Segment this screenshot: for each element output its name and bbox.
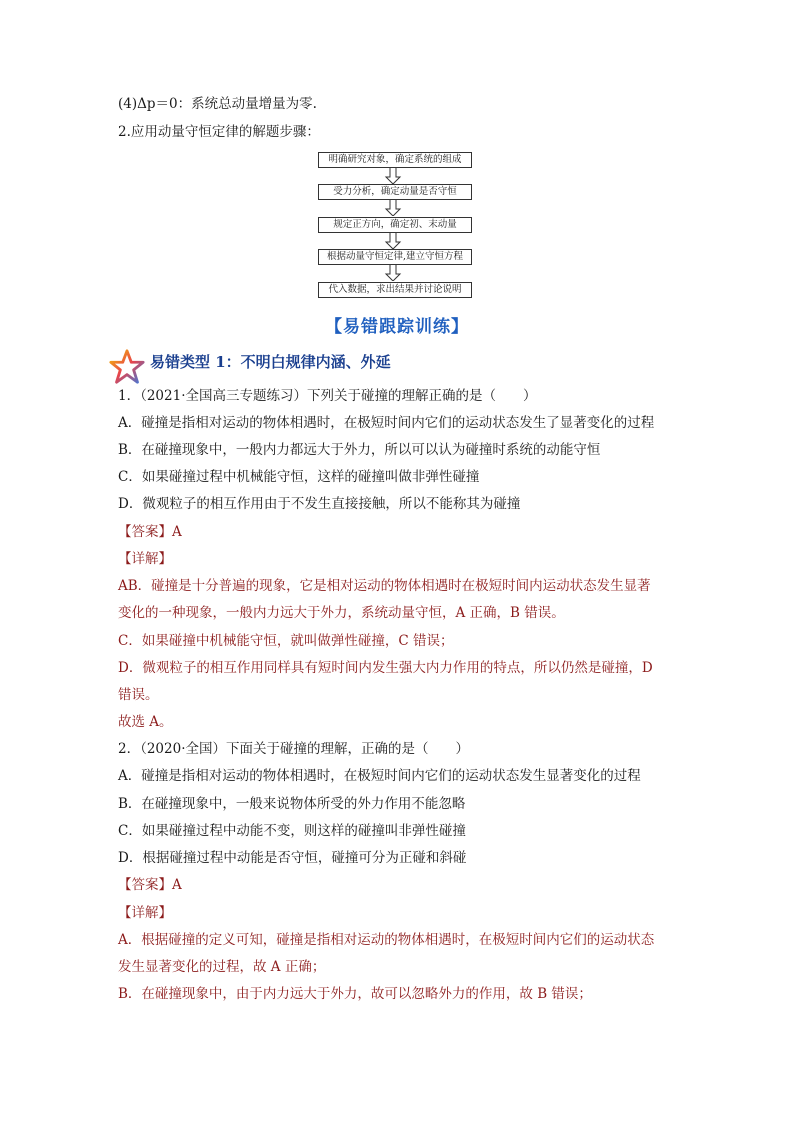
down-arrow-icon bbox=[383, 168, 403, 184]
intro-line-1: (4)Δp＝0：系统总动量增量为零. bbox=[118, 96, 317, 112]
q1-explanation-1: AB．碰撞是十分普遍的现象，它是相对运动的物体相遇时在极短时间内运动状态发生显著 bbox=[118, 578, 651, 594]
q2-explanation-3: B．在碰撞现象中，由于内力远大于外力，故可以忽略外力的作用，故 B 错误； bbox=[118, 986, 592, 1002]
q1-stem: 1．（2021·全国高三专题练习）下列关于碰撞的理解正确的是（ ） bbox=[118, 388, 537, 404]
q2-explanation-1: A．根据碰撞的定义可知，碰撞是指相对运动的物体相遇时，在极短时间内它们的运动状态 bbox=[118, 932, 655, 948]
q2-option-c: C．如果碰撞过程中动能不变，则这样的碰撞叫非弹性碰撞 bbox=[118, 823, 466, 839]
q1-explanation-4: D．微观粒子的相互作用同样具有短时间内发生强大内力作用的特点，所以仍然是碰撞，D bbox=[118, 660, 653, 676]
flow-step-4: 根据动量守恒定律,建立守恒方程 bbox=[318, 249, 472, 265]
down-arrow-icon bbox=[383, 233, 403, 249]
down-arrow-icon bbox=[383, 200, 403, 216]
q2-explanation-2: 发生显著变化的过程，故 A 正确； bbox=[118, 959, 326, 975]
q1-explanation-3: C．如果碰撞中机械能守恒，就叫做弹性碰撞，C 错误； bbox=[118, 633, 454, 649]
q1-explanation-5: 错误。 bbox=[118, 687, 159, 703]
section-title: 【易错跟踪训练】 bbox=[325, 317, 469, 337]
flow-step-3: 规定正方向，确定初、末动量 bbox=[318, 217, 472, 233]
q1-option-b: B．在碰撞现象中，一般内力都远大于外力，所以可以认为碰撞时系统的动能守恒 bbox=[118, 442, 601, 458]
down-arrow-icon bbox=[383, 265, 403, 281]
q1-option-a: A．碰撞是指相对运动的物体相遇时，在极短时间内它们的运动状态发生了显著变化的过程 bbox=[118, 415, 655, 431]
q2-option-d: D．根据碰撞过程中动能是否守恒，碰撞可分为正碰和斜碰 bbox=[118, 850, 467, 866]
q2-option-a: A．碰撞是指相对运动的物体相遇时，在极短时间内它们的运动状态发生显著变化的过程 bbox=[118, 768, 641, 784]
q1-option-c: C．如果碰撞过程中机械能守恒，这样的碰撞叫做非弹性碰撞 bbox=[118, 469, 480, 485]
q1-option-d: D．微观粒子的相互作用由于不发生直接接触，所以不能称其为碰撞 bbox=[118, 496, 521, 512]
star-icon bbox=[108, 348, 146, 386]
q2-stem: 2．（2020·全国）下面关于碰撞的理解，正确的是（ ） bbox=[118, 741, 469, 757]
error-type-title: 易错类型 1：不明白规律内涵、外延 bbox=[150, 353, 391, 371]
flow-step-1: 明确研究对象，确定系统的组成 bbox=[318, 152, 472, 168]
q2-detail-label: 【详解】 bbox=[118, 905, 172, 921]
flow-step-5: 代入数据，求出结果并讨论说明 bbox=[318, 282, 472, 298]
q1-explanation-2: 变化的一种现象，一般内力远大于外力，系统动量守恒，A 正确，B 错误。 bbox=[118, 605, 565, 621]
q2-answer: 【答案】A bbox=[118, 877, 182, 893]
intro-line-2: 2.应用动量守恒定律的解题步骤： bbox=[118, 124, 320, 140]
q2-option-b: B．在碰撞现象中，一般来说物体所受的外力作用不能忽略 bbox=[118, 796, 466, 812]
flow-step-2: 受力分析，确定动量是否守恒 bbox=[318, 184, 472, 200]
q1-conclusion: 故选 A。 bbox=[118, 714, 173, 730]
q1-detail-label: 【详解】 bbox=[118, 551, 172, 567]
q1-answer: 【答案】A bbox=[118, 524, 182, 540]
